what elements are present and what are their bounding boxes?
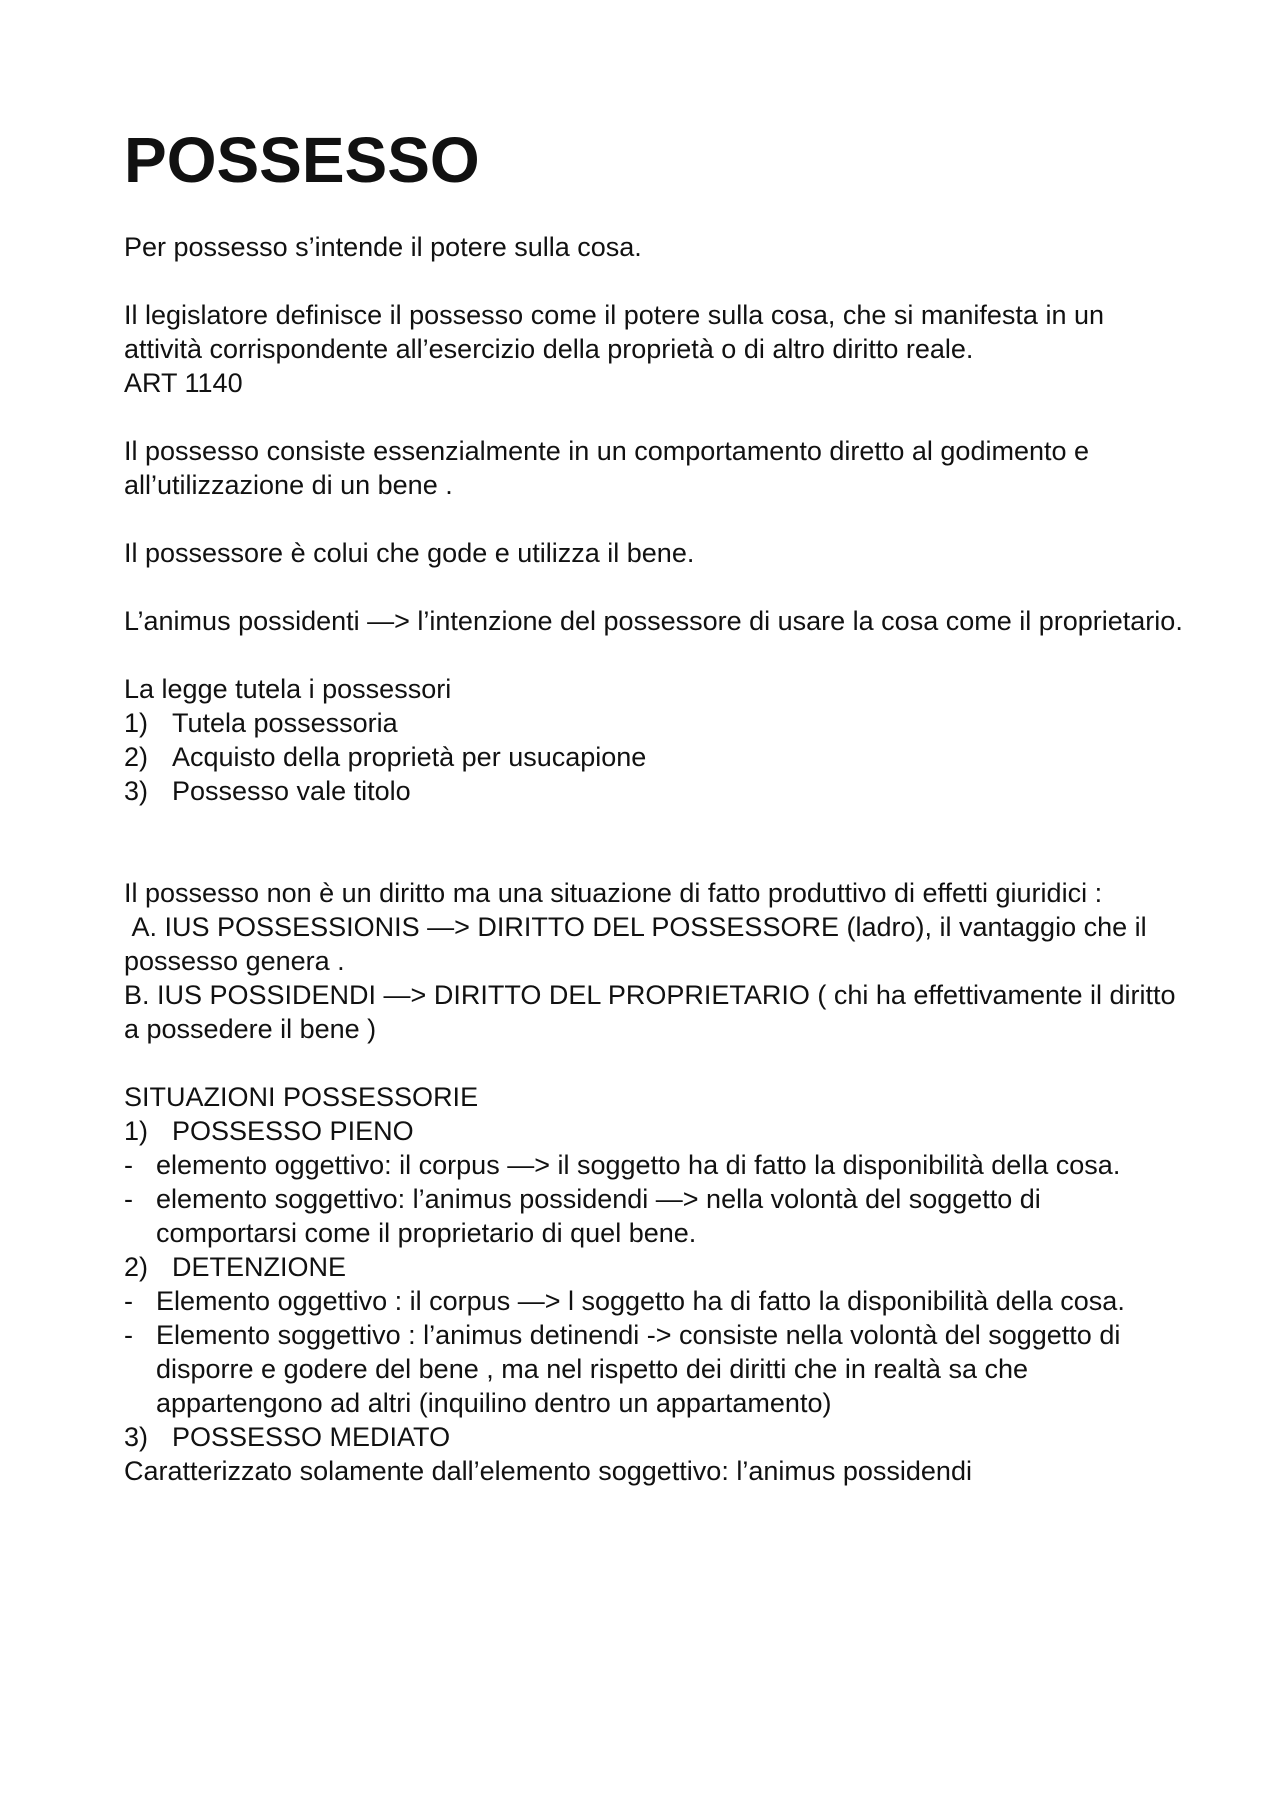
dash-item-text: Elemento soggettivo : l’animus detinendi -> consiste nella volontà del soggetto di disporre e godere del bene , ma nel rispetto dei diritti che in realtà sa che appartengono ad altri (inquilino dentro un appartamento) <box>156 1320 1121 1418</box>
list-item <box>124 1114 1184 1148</box>
paragraph-definition: Per possesso s’intende il potere sulla cosa. <box>124 232 642 262</box>
list-item <box>124 1420 1184 1454</box>
list-item-text: Acquisto della proprietà per usucapione <box>172 742 647 772</box>
paragraph-ius-possidendi: B. IUS POSSIDENDI —> DIRITTO DEL PROPRIETARIO ( chi ha effettivamente il diritto a possedere il bene ) <box>124 980 1176 1044</box>
dash-item <box>124 1148 1184 1182</box>
dash-marker: - <box>124 1150 133 1180</box>
dash-marker: - <box>124 1286 133 1316</box>
paragraph-possesso-mediato: Caratterizzato solamente dall’elemento soggettivo: l’animus possidendi <box>124 1456 972 1486</box>
list-item <box>124 1250 1184 1284</box>
paragraph-situazione-fatto: Il possesso non è un diritto ma una situazione di fatto produttivo di effetti giuridici : <box>124 878 1103 908</box>
list-item-text: Tutela possessoria <box>172 708 398 738</box>
list-item-text: DETENZIONE <box>172 1252 347 1282</box>
dash-marker: - <box>124 1320 133 1350</box>
paragraph-legislatore: Il legislatore definisce il possesso come il potere sulla cosa, che si manifesta in un attività corrispondente all’esercizio della proprietà o di altro diritto reale. <box>124 300 1104 364</box>
paragraph-comportamento: Il possesso consiste essenzialmente in un comportamento diretto al godimento e all’utilizzazione di un bene . <box>124 436 1090 500</box>
list-item <box>124 740 1184 774</box>
list-marker: 2) <box>124 1252 149 1282</box>
list-marker: 1) <box>124 708 149 738</box>
list-marker: 2) <box>124 742 149 772</box>
page-title: POSSESSO <box>124 124 480 196</box>
list-marker: 3) <box>124 776 149 806</box>
list-item <box>124 774 1184 808</box>
dash-item-text: elemento soggettivo: l’animus possidendi —> nella volontà del soggetto di comportarsi come il proprietario di quel bene. <box>156 1184 1041 1248</box>
list-item-text: POSSESSO PIENO <box>172 1116 414 1146</box>
paragraph-ius-possessionis: A. IUS POSSESSIONIS —> DIRITTO DEL POSSESSORE (ladro), il vantaggio che il possesso genera . <box>124 912 1155 976</box>
dash-item-text: Elemento oggettivo : il corpus —> l soggetto ha di fatto la disponibilità della cosa. <box>156 1286 1125 1316</box>
section-heading-situazioni: SITUAZIONI POSSESSORIE <box>124 1082 479 1112</box>
list-item-text: POSSESSO MEDIATO <box>172 1422 451 1452</box>
dash-marker: - <box>124 1184 133 1214</box>
document-body <box>124 120 1184 1488</box>
list-item <box>124 706 1184 740</box>
list-marker: 1) <box>124 1116 149 1146</box>
dash-item <box>124 1318 1184 1420</box>
paragraph-possessore: Il possessore è colui che gode e utilizza il bene. <box>124 538 695 568</box>
dash-item <box>124 1182 1184 1250</box>
paragraph-tutela-intro: La legge tutela i possessori <box>124 674 452 704</box>
list-item-text: Possesso vale titolo <box>172 776 411 806</box>
dash-item <box>124 1284 1184 1318</box>
paragraph-animus: L’animus possidenti —> l’intenzione del possessore di usare la cosa come il proprietario. <box>124 606 1183 636</box>
dash-item-text: elemento oggettivo: il corpus —> il soggetto ha di fatto la disponibilità della cosa. <box>156 1150 1121 1180</box>
list-marker: 3) <box>124 1422 149 1452</box>
article-reference: ART 1140 <box>124 368 243 398</box>
